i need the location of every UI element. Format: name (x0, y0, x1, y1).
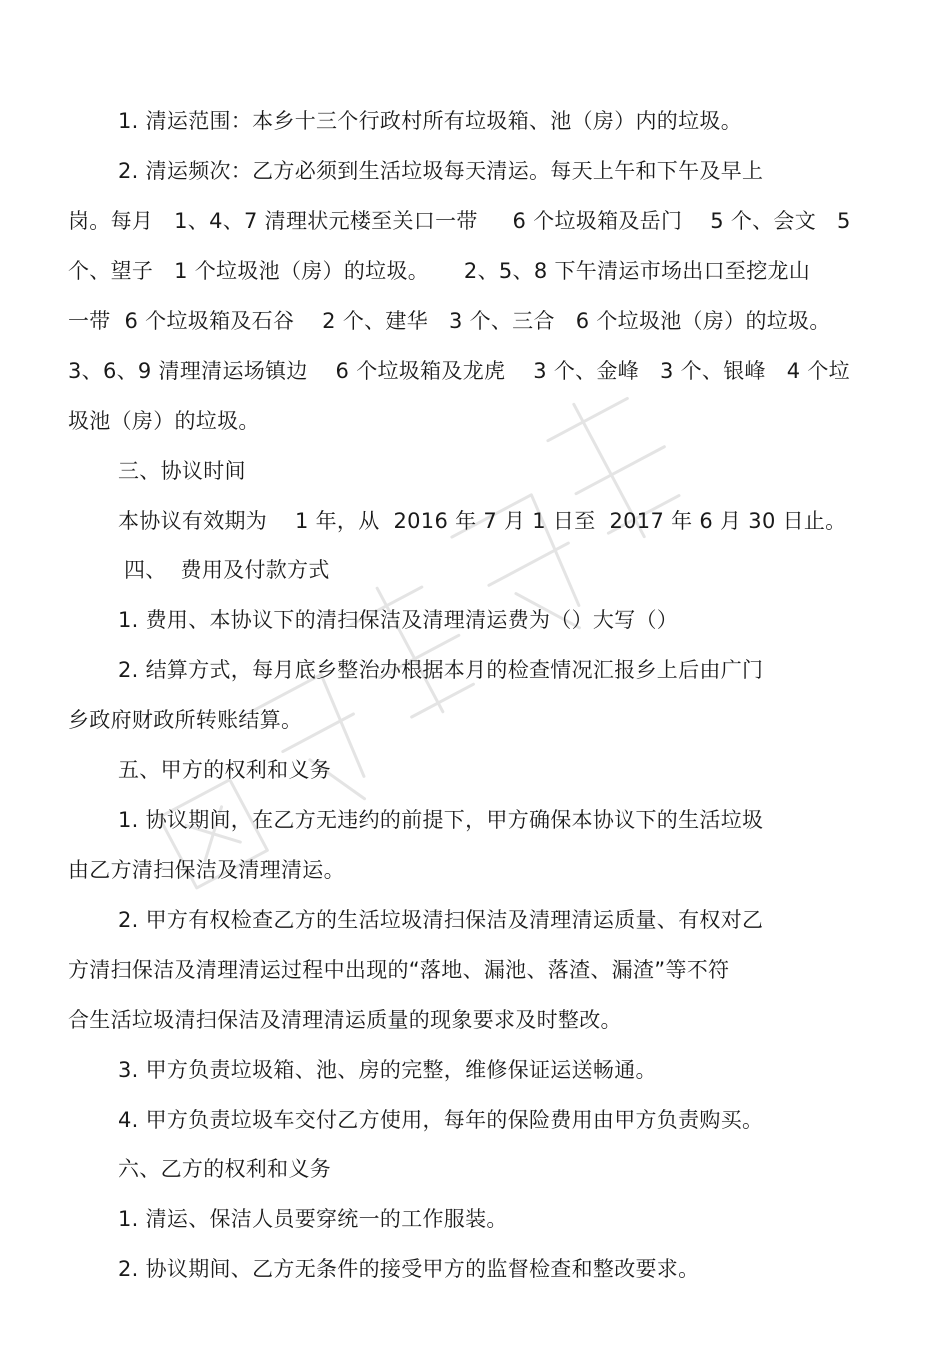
section-heading-5: 五、甲方的权利和义务 (118, 758, 331, 782)
watermark-stamp (70, 360, 830, 920)
para-line-18: 方清扫保洁及清理清运过程中出现的“落地、漏池、落渣、漏渣”等不符 (68, 958, 730, 982)
para-line-16: 由乙方清扫保洁及清理清运。 (68, 858, 345, 882)
para-line-24: 2. 协议期间、乙方无条件的接受甲方的监督检查和整改要求。 (118, 1257, 700, 1281)
para-line-21: 4. 甲方负责垃圾车交付乙方使用，每年的保险费用由甲方负责购买。 (118, 1108, 764, 1132)
para-line-20: 3. 甲方负责垃圾箱、池、房的完整，维修保证运送畅通。 (118, 1058, 657, 1082)
section-heading-3: 三、协议时间 (118, 459, 246, 483)
para-line-23: 1. 清运、保洁人员要穿统一的工作服装。 (118, 1207, 508, 1231)
para-line-1: 1. 清运范围：本乡十三个行政村所有垃圾箱、池（房）内的垃圾。 (118, 109, 743, 133)
para-line-9: 本协议有效期为 1 年，从 2016 年 7 月 1 日至 2017 年 6 月 30 日止。 (118, 509, 847, 533)
para-line-5: 一带 6 个垃圾箱及石谷 2 个、建华 3 个、三合 6 个垃圾池（房）的垃圾。 (68, 309, 831, 333)
para-line-6: 3、6、9 清理清运场镇边 6 个垃圾箱及龙虎 3 个、金峰 3 个、银峰 4 个垃 (68, 359, 850, 383)
para-line-17: 2. 甲方有权检查乙方的生活垃圾清扫保洁及清理清运质量、有权对乙 (118, 908, 764, 932)
para-line-2: 2. 清运频次：乙方必须到生活垃圾每天清运。每天上午和下午及早上 (118, 159, 764, 183)
para-line-13: 乡政府财政所转账结算。 (68, 708, 303, 732)
para-line-3: 岗。每月 1、4、7 清理状元楼至关口一带 6 个垃圾箱及岳门 5 个、会文 5 (68, 209, 851, 233)
para-line-11: 1. 费用、本协议下的清扫保洁及清理清运费为（）大写（） (118, 608, 679, 632)
para-line-19: 合生活垃圾清扫保洁及清理清运质量的现象要求及时整改。 (68, 1008, 622, 1032)
section-heading-6: 六、乙方的权利和义务 (118, 1157, 331, 1181)
para-line-4: 个、望子 1 个垃圾池（房）的垃圾。 2、5、8 下午清运市场出口至挖龙山 (68, 259, 811, 283)
section-heading-4: 四、 费用及付款方式 (124, 558, 330, 582)
para-line-7: 圾池（房）的垃圾。 (68, 409, 260, 433)
para-line-12: 2. 结算方式，每月底乡整治办根据本月的检查情况汇报乡上后由广门 (118, 658, 764, 682)
para-line-15: 1. 协议期间，在乙方无违约的前提下，甲方确保本协议下的生活垃圾 (118, 808, 764, 832)
